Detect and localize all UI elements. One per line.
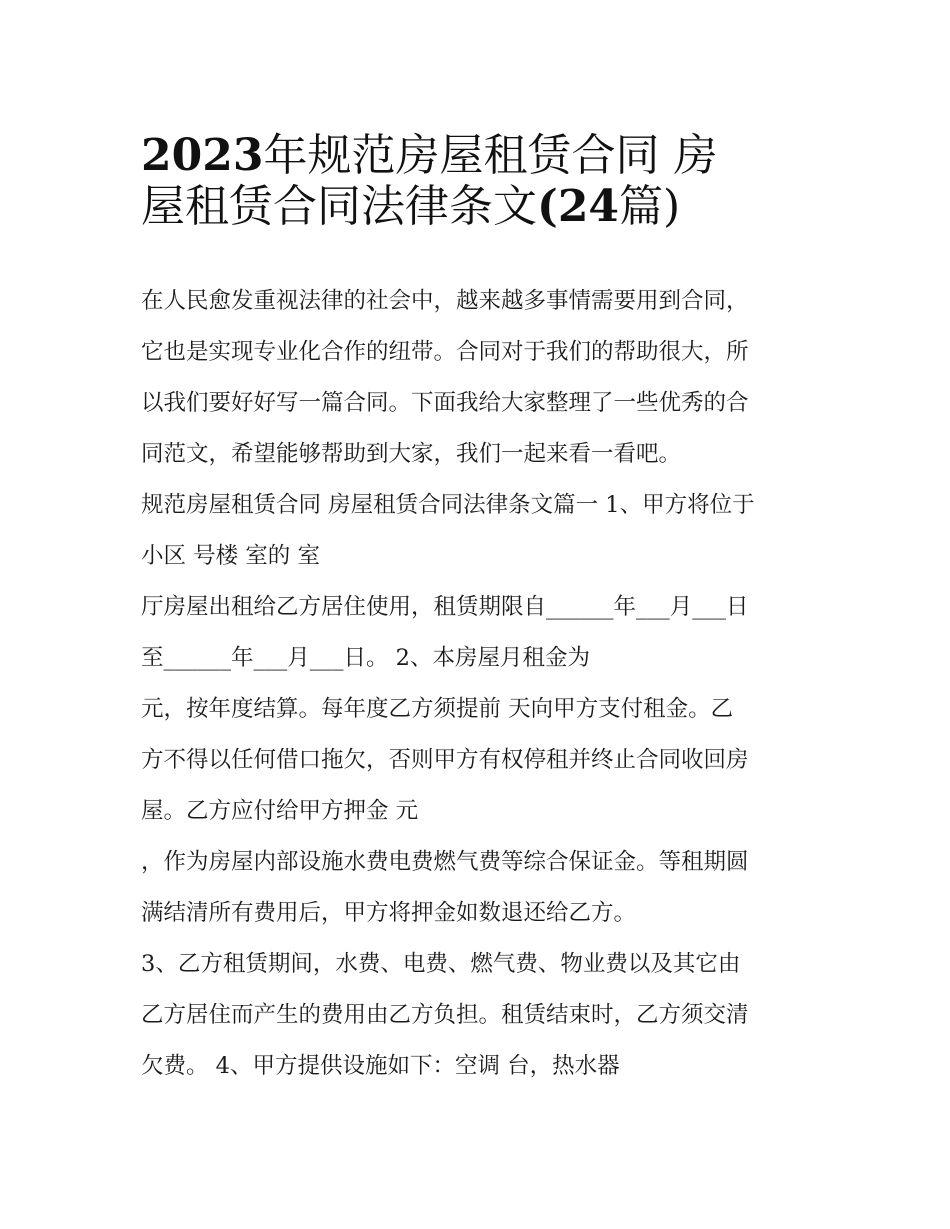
body-line: 元，按年度结算。每年度乙方须提前 天向甲方支付租金。乙: [141, 696, 734, 722]
title-line-2-tail: 篇): [619, 181, 681, 232]
body-line: 至______年___月___日。 2、本房屋月租金为: [141, 645, 590, 671]
title-line-2-text: 屋租赁合同法律条文: [141, 181, 537, 232]
document-body: [141, 276, 821, 1092]
title-line-1-text: 年规范房屋租赁合同 房: [263, 130, 718, 181]
body-line: 在人民愈发重视法律的社会中，越来越多事情需要用到合同，: [141, 288, 749, 314]
title-year: 2023: [141, 130, 264, 181]
title-line-1: [141, 118, 821, 181]
body-line: 它也是实现专业化合作的纽带。合同对于我们的帮助很大，所: [141, 339, 749, 365]
body-line: 同范文，希望能够帮助到大家，我们一起来看一看吧。: [141, 441, 682, 467]
title-count: (24: [537, 181, 620, 232]
document-title: [141, 118, 821, 232]
body-line: 欠费。 4、甲方提供设施如下：空调 台，热水器: [141, 1053, 620, 1079]
body-line: 方不得以任何借口拖欠，否则甲方有权停租并终止合同收回房: [141, 747, 749, 773]
body-line: 以我们要好好写一篇合同。下面我给大家整理了一些优秀的合: [141, 390, 749, 416]
body-line: 规范房屋租赁合同 房屋租赁合同法律条文篇一 1、甲方将位于: [141, 492, 755, 518]
title-line-2: [141, 169, 821, 232]
body-line: 满结清所有费用后，甲方将押金如数退还给乙方。: [141, 900, 637, 926]
body-line: 乙方居住而产生的费用由乙方负担。租赁结束时，乙方须交清: [141, 1002, 749, 1028]
body-line: 屋。乙方应付给甲方押金 元: [141, 798, 419, 824]
body-line: 厅房屋出租给乙方居住使用，租赁期限自______年___月___日: [141, 594, 749, 620]
body-line: ，作为房屋内部设施水费电费燃气费等综合保证金。等租期圆: [141, 849, 749, 875]
body-line: 3、乙方租赁期间，水费、电费、燃气费、物业费以及其它由: [141, 951, 741, 977]
body-line: 小区 号楼 室的 室: [141, 543, 320, 569]
